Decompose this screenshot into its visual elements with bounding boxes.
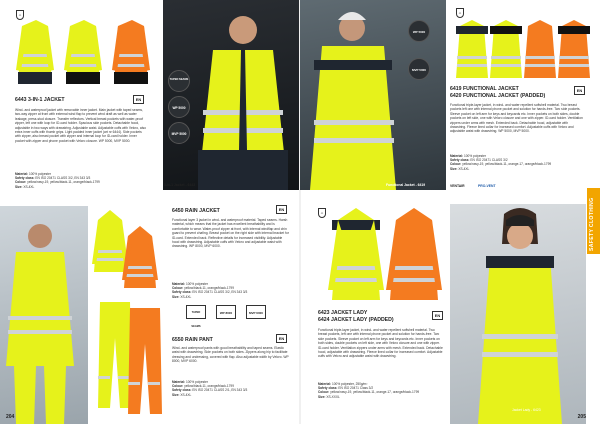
safety-label: Safety class: — [15, 176, 35, 181]
product-code-6450: 6450 RAIN JACKET — [172, 208, 220, 214]
functional-jacket-yellow-black — [490, 20, 522, 78]
material-label: Material: — [172, 380, 186, 384]
product-code-6420: 6420 FUNCTIONAL JACKET (PADDED) — [450, 93, 546, 99]
page-number-left: 204 — [6, 414, 15, 420]
class-badge-6550: EN — [276, 334, 287, 343]
worker-figure-rain — [0, 206, 88, 424]
product-code-6550: 6550 RAIN PANT — [172, 337, 213, 343]
safety-label: Safety class: — [172, 290, 192, 295]
material-label: Material: — [318, 382, 332, 386]
rain-pant-yellow — [98, 302, 132, 408]
colour-label: Colour: — [15, 180, 27, 185]
taped-seams-icon: TAPED SEAMS — [186, 305, 206, 319]
lady-jacket-orange — [386, 208, 442, 300]
wp-badge: WP 5000 — [168, 96, 190, 118]
material-label: Material: — [450, 154, 464, 158]
safety-value: EN ISO 20471 CLASS 3/2, EN 343 3/3 — [35, 176, 91, 181]
badge-column — [168, 70, 192, 150]
pro-vent-logo: PRO-VENT — [478, 184, 496, 188]
functional-jacket-yellow-navy — [456, 20, 488, 78]
taped-seams-badge: TAPED SEAMS — [168, 70, 190, 92]
specs-6423 — [318, 382, 446, 399]
colour-value: yellow/black-11, orange/black-1799 — [184, 286, 234, 291]
mvp-5000-badge: MVP 5000 — [408, 58, 430, 80]
lady-jacket-yellow — [328, 208, 384, 300]
safety-label: Safety class: — [318, 386, 338, 391]
description-6419: Functional triple-layer jacket, in wind- and water repellent softshell material. Two breast pockets left one with internal phone pocket and solution for hands-free. Two side pockets. Sleeve pocket on left arm for keys and keycards etc. Inner pockets on both sides, double pockets on left side, one with Velcro closure and one with zipper. ID-card holder. Ventilation zippers under arms with mesh. Extended back. Detachable hood, adjustable with drawstring. Fleece lined collar for increased comfort. Adjustable cuffs with Velcro and adjustable waist with drawstring. WP 5000, MVP 5000. — [450, 103, 583, 134]
size-label: Size: — [15, 184, 23, 189]
size-value: XS-4XL — [180, 294, 192, 299]
product-image-6450 — [90, 206, 162, 290]
product-image-6419 — [452, 18, 592, 82]
size-label: Size: — [172, 392, 180, 397]
size-value: XS-4XL — [23, 184, 35, 189]
colour-label: Colour: — [172, 286, 184, 291]
class-badge-6419: EN — [574, 86, 585, 95]
product-image-6423 — [328, 204, 446, 304]
description-6423: Functional triple-layer jacket, in wind- and water repellent softshell material. Two breast pockets, left one with internal phone pocket and solution for hands-free. Two side pockets. Sleeve pocket on left arm for keys and keycards etc. Inner pockets on both sides, double pockets on left side, one with Velcro closure and one with zipper. ID-card holder. Ventilation zippers under arms with mesh. Extended back. Detachable hood, adjustable with drawstring. Fleece lined collar for increased comfort. Adjustable cuffs with Velcro and adjustable waist with drawstring. — [318, 328, 443, 359]
product-code-6443: 6443 3-IN-1 JACKET — [15, 97, 65, 103]
hero-caption-right: Functional Jacket - 6419 — [386, 183, 426, 187]
colour-value: yellow/navy-19, yellow/black-11, orange-17, orange/black-1799 — [462, 162, 552, 167]
wp-5000-badge: WP 5000 — [408, 20, 430, 42]
functional-jacket-orange — [524, 20, 556, 78]
size-label: Size: — [172, 294, 180, 299]
material-value: 100% polyester — [186, 282, 208, 286]
specs-6443 — [15, 172, 150, 189]
safety-value: EN ISO 20471 CLASS 2/1, EN 343 3/3 — [192, 388, 248, 393]
section-tab-label: SAFETY CLOTHING — [589, 197, 595, 251]
class-badge-6450: EN — [276, 205, 287, 214]
material-value: 100% polyester — [186, 380, 208, 384]
material-label: Material: — [15, 172, 29, 176]
size-label: Size: — [318, 394, 326, 399]
mvp-badge: MVP 5000 — [168, 122, 190, 144]
ventair-logo: VENTAIR — [450, 184, 465, 188]
model-photo-lady — [450, 204, 586, 424]
jacket-yellow-black — [64, 20, 102, 84]
specs-6450 — [172, 282, 292, 299]
product-code-6419: 6419 FUNCTIONAL JACKET — [450, 86, 519, 92]
safety-label: Safety class: — [450, 158, 470, 163]
product-code-6423: 6423 JACKET LADY — [318, 310, 368, 316]
size-value: XS-4XL — [180, 392, 192, 397]
material-value: 100% polyester — [464, 154, 486, 158]
colour-label: Colour: — [318, 390, 330, 395]
page-number-right: 205 — [577, 414, 586, 420]
hivis-shield-icon: ⚠ — [456, 8, 464, 18]
product-image-6443 — [14, 14, 162, 94]
size-label: Size: — [450, 166, 458, 171]
functional-jacket-orange-black — [558, 20, 590, 78]
colour-value: yellow/navy-19, yellow/black-11, orange/black-1799 — [27, 180, 100, 185]
material-value: 100% polyester, 250g/m² — [332, 382, 368, 386]
class-badge-6443: EN — [133, 95, 144, 104]
safety-label: Safety class: — [172, 388, 192, 393]
lady-caption: Jacket Lady - 6423 — [512, 408, 541, 412]
size-value: XS-4XL — [458, 166, 470, 171]
colour-value: yellow/navy-19, yellow/black-11, orange-17, orange/black-1799 — [330, 390, 420, 395]
rain-jacket-yellow — [92, 210, 128, 272]
colour-label: Colour: — [450, 162, 462, 167]
jacket-orange-black — [112, 20, 150, 84]
jacket-yellow-navy — [16, 20, 54, 84]
material-value: 100% polyester — [29, 172, 51, 176]
product-image-6550 — [96, 298, 166, 416]
material-label: Material: — [172, 282, 186, 286]
safety-value: EN ISO 20471 CLASS 3/2, EN 343 3/3 — [192, 290, 248, 295]
size-value: XS-XXXL — [326, 394, 340, 399]
mvp-6000-icon: MVP 6000 — [246, 305, 266, 319]
description-6450: Functional layer 3 jacket in wind- and waterproof material. Taped seams. Harsh material, which means that the jacket has excellent breathability and is comfortable to wear. Water-proof zipper at front, with internal windflap and chin guard to prevent chafing. Breast pocket on the right side with internal bracket for ID-card. Extended back. Reflective details for increased visibility. Adjustable hood with drawstring. Adjustable cuffs with Velcro and adjustable waist with drawstring. WP 8000, MVP 6000. — [172, 218, 289, 249]
wp-8000-icon: WP 8000 — [216, 305, 236, 319]
specs-6550 — [172, 380, 292, 397]
colour-label: Colour: — [172, 384, 184, 389]
hivis-shield-icon: ⚠ — [16, 10, 24, 20]
hero-caption-left: 3-in-1 Jacket - 6443 — [164, 183, 196, 187]
section-tab — [587, 188, 600, 254]
hivis-shield-icon: ⚠ — [318, 208, 326, 218]
description-6550: Wind- and waterproof pants with good breathability and taped seams. Elastic waist with drawstring. Side pockets on both sides. Zippers along hip to facilitate dressing and undressing, covered with flap. Also adjustable width by Velcro. WP 8000, MVP 6000. — [172, 346, 289, 364]
safety-value: EN ISO 20471 CLASS 3/2 — [470, 158, 508, 163]
worker-figure-lady — [450, 204, 586, 424]
colour-value: yellow/black-11, orange/black-1799 — [184, 384, 234, 389]
description-6443: Wind- and waterproof jacket with removable inner jacket. Main jacket with taped seams, two-way zipper at front with external wind flap to prevent wind draft as well as water leakage, press-stud closure. Transfer reflectors. Vertical breast pockets with water-proof zipper, left one with loop for ID-card holder. Spacious side pockets. Detachable hood, adjustable in two ways with drawstring. Adjustable waist. Adjustable cuffs with Velcro, also extra inner cuffs with thumb grips. Light padded inner jacket (art nr 6444). Side pockets with zipper, also breast pocket with zipper and internal loop for ID-card holder. Inner pocket with zipper and phone pocket with Velcro closure. WP 5000, MVP 5000. — [15, 108, 146, 143]
product-code-6424: 6424 JACKET LADY (PADDED) — [318, 317, 394, 323]
rain-pant-orange — [128, 308, 162, 414]
specs-6419 — [450, 154, 590, 171]
safety-value: EN ISO 20471 Class 3/2 — [338, 386, 374, 391]
class-badge-6423: EN — [432, 311, 443, 320]
rain-jacket-orange — [122, 226, 158, 288]
model-photo-rain — [0, 206, 88, 424]
